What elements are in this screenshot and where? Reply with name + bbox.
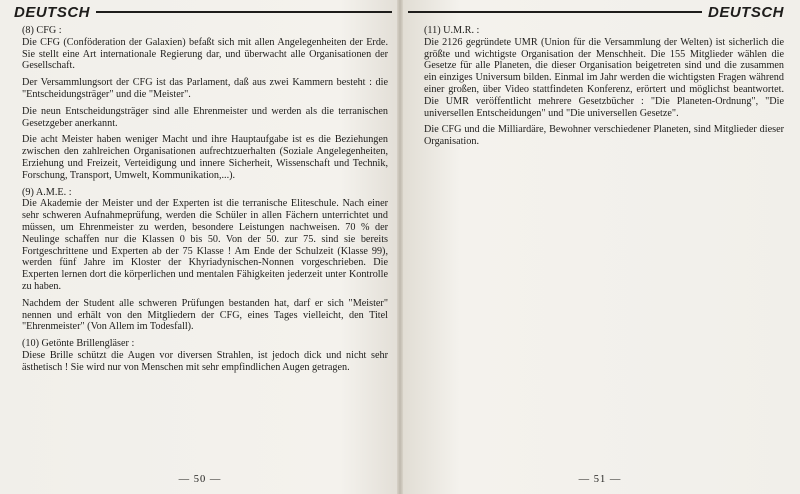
right-page xyxy=(400,0,800,494)
section-cfg xyxy=(22,25,388,182)
right-page-content xyxy=(424,25,784,153)
right-header-rule xyxy=(408,11,702,13)
paragraph: Die neun Entscheidungsträger sind alle Ehrenmeister und werden als die terranischen Gesetzgeber anerkannt. xyxy=(22,105,388,129)
book-gutter xyxy=(397,0,403,494)
left-page-number: — 50 — xyxy=(178,474,222,485)
section-title: (8) CFG : xyxy=(22,25,62,36)
left-page-content xyxy=(22,25,388,379)
paragraph: Die 2126 gegründete UMR (Union für die Versammlung der Welten) ist sicherlich die größte und wichtigste Organisation der Menschheit. Die 155 Mitglieder wählen die Gesetze für alle Planeten, die dieser Organisation beigetreten sind und die zusammen ein einziges Universum bilden. Einmal im Jahr werden die wichtigsten Fragen während einer großen, über Video stattfindeten Konferenz, erörtert und möglichst beantwortet. Die UMR veröffentlicht mehrere Gesetzbücher : "Die Planeten-Ordnung", "Die universellen Entscheidungen" und "Die universellen Gesetze". xyxy=(424,36,784,119)
paragraph: Diese Brille schützt die Augen vor diversen Strahlen, ist jedoch dick und nicht sehr ästhetisch ! Sie wird nur von Menschen mit sehr empfindlichen Augen getragen. xyxy=(22,349,388,373)
section-title: (9) A.M.E. : xyxy=(22,186,72,198)
section-title: (11) U.M.R. : xyxy=(424,25,480,36)
paragraph: Die acht Meister haben weniger Macht und ihre Hauptaufgabe ist es die Beziehungen zwischen den zahlreichen Organisationen aufrechtzuerhalten (Soziale Angelegenheiten, Erziehung und Freizeit, Verteidigung und innere Sicherheit, Wissenschaft und Technik, Forschung, Transport, Umwelt, Kommunikation,...). xyxy=(22,134,388,181)
section-umr xyxy=(424,25,784,148)
section-title: (10) Getönte Brillengläser : xyxy=(22,338,135,350)
paragraph: Der Versammlungsort der CFG ist das Parlament, daß aus zwei Kammern besteht : die "Entscheidungsträger" und die "Meister". xyxy=(22,77,388,100)
section-ame xyxy=(22,187,388,334)
left-header-title: DEUTSCH xyxy=(14,3,91,21)
right-page-number: — 51 — xyxy=(578,474,622,485)
left-header-rule xyxy=(96,11,392,13)
right-page-header xyxy=(408,3,790,21)
paragraph: Die CFG und die Milliardäre, Bewohner verschiedener Planeten, sind Mitglieder dieser Organisation. xyxy=(424,124,784,148)
paragraph: Die CFG (Conföderation der Galaxien) befaßt sich mit allen Angelegenheiten der Erde. Sie stellt eine Art internationale Regierung dar, und überwacht alle Organisationen der Gesellschaft. xyxy=(22,36,388,72)
paragraph: Die Akademie der Meister und der Experten ist die terranische Eliteschule. Nach einer sehr schweren Aufnahmeprüfung, werden die Schüler in allen Fächern unterrichtet und müssen, um Ehrenmeister zu werden, besondere Leistungen nachweisen. 70 % der Neulinge schaffen nur die Klassen 0 bis 50. Von der 50. zur 75. sind sie bereits Fortgeschrittene und Experten ab der 75 Klasse ! Am Ende der Schulzeit (Klasse 99), werden fünf Jahre im Kloster der Khyriadynischen-Nonnen vorgeschrieben. Die Experten lernen dort die körperlichen und mentalen Fähigkeiten jederzeit unter Kontrolle zu haben. xyxy=(22,198,388,292)
section-brillenglaeser xyxy=(22,338,388,373)
right-header-title: DEUTSCH xyxy=(707,3,784,21)
left-page-header xyxy=(8,3,392,21)
paragraph: Nachdem der Student alle schweren Prüfungen bestanden hat, darf er sich "Meister" nennen und erhält von den Mitgliedern der CFG, eines Tages vielleicht, den Titel "Ehrenmeister" (Von Allem im Todesfall). xyxy=(22,297,388,333)
